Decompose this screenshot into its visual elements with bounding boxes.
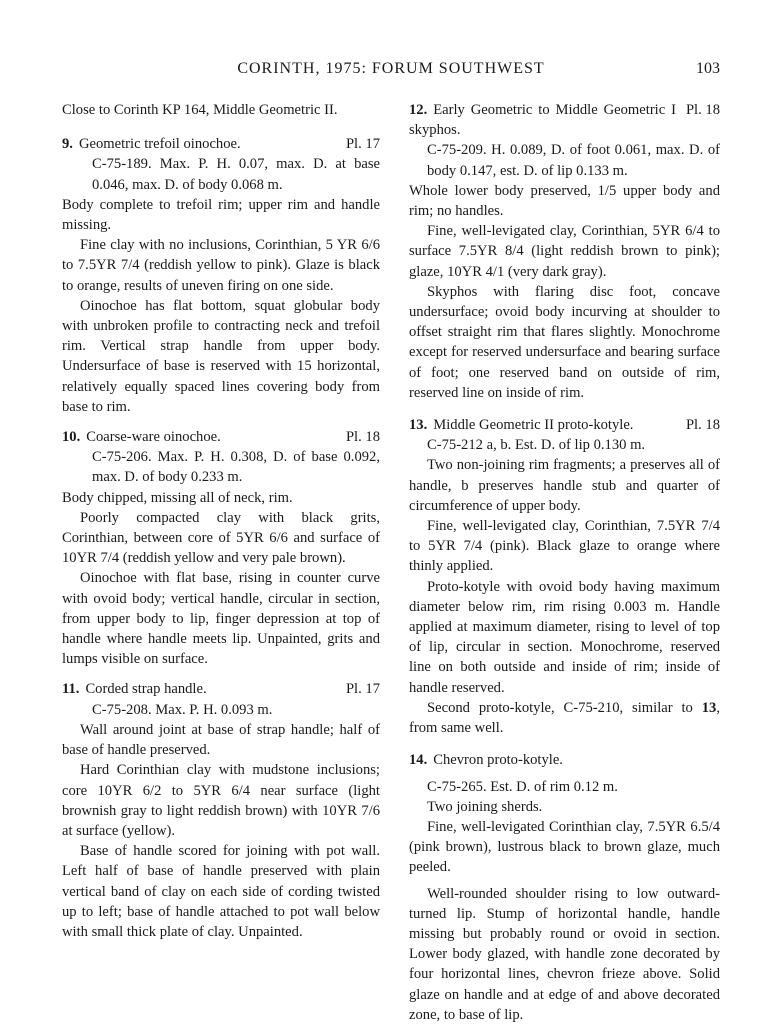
entry-paragraph: Wall around joint at base of strap handle; half of base of handle preserved. (62, 721, 380, 759)
intro-paragraph: Close to Corinth KP 164, Middle Geometric II. (62, 102, 338, 118)
catalogue-number: C-75-206. Max. P. H. 0.308, D. of base 0.092, max. D. of body 0.233 m. (92, 449, 380, 486)
entry-paragraph: Fine, well-levigated Corinthian clay, 7.5YR 6.5/4 (pink brown), lustrous black to brown glaze, much peeled. (409, 818, 720, 876)
plate-reference: Pl. 18 (345, 429, 380, 446)
entry-number: 11. (62, 681, 80, 698)
plate-reference: Pl. 17 (345, 136, 380, 153)
running-title: CORINTH, 1975: FORUM SOUTHWEST (237, 60, 545, 77)
plate-reference: Pl. 17 (345, 681, 380, 698)
entry-number: 9. (62, 136, 73, 153)
entry-title: Early Geometric to Middle Geometric I skyphos. (409, 102, 676, 139)
catalogue-number: C-75-209. H. 0.089, D. of foot 0.061, max. D. of body 0.147, est. D. of lip 0.133 m. (427, 142, 720, 179)
entry-number: 12. (409, 102, 428, 118)
entry-heading (409, 750, 720, 770)
catalogue-number: C-75-265. Est. D. of rim 0.12 m. (427, 778, 618, 795)
catalogue-entry-12 (409, 100, 720, 403)
right-column (409, 100, 720, 1025)
catalogue-entry-10 (62, 427, 380, 669)
entry-number: 13. (409, 417, 428, 434)
entry-paragraph: Body chipped, missing all of neck, rim. (62, 489, 293, 506)
entry-paragraph: Well-rounded shoulder rising to low outward-turned lip. Stump of horizontal handle, handle missing but probably round or ovoid in section. Lower body glazed, with handle zone decorated by four horizontal lines, chevron frieze above. Solid glaze on handle and at edge of and above decorated zone, to base of lip. (409, 885, 720, 1023)
entry-paragraph: Fine clay with no inclusions, Corinthian, 5 YR 6/6 to 7.5YR 7/4 (reddish yellow to pink). Glaze is black to orange, results of uneven firing on one side. (62, 237, 380, 294)
entry-title: Corded strap handle. (85, 681, 207, 698)
entry-paragraph: Two non-joining rim fragments; a preserves all of handle, b preserves handle stub and quarter of circumference of upper body. (409, 457, 720, 514)
cross-reference: 13 (701, 699, 717, 716)
entry-paragraph: Skyphos with flaring disc foot, concave undersurface; ovoid body incurving at shoulder to offset straight rim that flares slightly. Monochrome except for reserved undersurface and bearing surface of foot; one reserved band on outside of rim, reserved line on inside of rim. (409, 283, 720, 401)
entry-heading (62, 427, 380, 447)
entry-number: 14. (409, 752, 428, 769)
entry-paragraph: Base of handle scored for joining with pot wall. Left half of base of handle preserved with plain vertical band of clay on each side of cording twisted up to left; base of handle attached to pot wall below with small thick plate of clay. Unpainted. (62, 843, 380, 940)
entry-title: Geometric trefoil oinochoe. (78, 136, 241, 153)
entry-heading (409, 100, 720, 140)
catalogue-entry-11 (62, 679, 380, 942)
entry-number: 10. (62, 429, 81, 446)
entry-heading (62, 134, 380, 154)
entry-paragraph: Poorly compacted clay with black grits, Corinthian, between core of 5YR 6/6 and surface of 10YR 7/4 (reddish yellow and very pale brown). (62, 509, 380, 567)
entry-paragraph: Proto-kotyle with ovoid body having maximum diameter below rim, rim rising 0.003 m. Handle applied at maximum diameter, rising to level of top of lip, circular in section. Monochrome, reserved line on both outside and inside of rim; inside of handle reserved. (409, 578, 720, 696)
page-number: 103 (696, 60, 720, 77)
entry-paragraph: Second proto-kotyle, C-75-210, similar to 13, from same well. (409, 699, 720, 737)
page-header (62, 60, 720, 82)
entry-title: Middle Geometric II proto-kotyle. (433, 417, 634, 434)
catalogue-number: C-75-208. Max. P. H. 0.093 m. (92, 701, 273, 718)
entry-paragraph: Fine, well-levigated clay, Corinthian, 7.5YR 7/4 to 5YR 7/4 (pink). Black glaze to orange where thinly applied. (409, 518, 720, 575)
entry-paragraph: Oinochoe has flat bottom, squat globular body with unbroken profile to contracting neck and trefoil rim. Vertical strap handle from upper body. Undersurface of base is reserved with 15 horizontal, relatively equally spaced lines covering body from base to rim. (62, 297, 380, 415)
catalogue-entry-9 (62, 134, 380, 417)
entry-paragraph: Body complete to trefoil rim; upper rim and handle missing. (62, 196, 380, 234)
catalogue-number: C-75-212 a, b. Est. D. of lip 0.130 m. (427, 437, 646, 454)
entry-paragraph: Fine, well-levigated clay, Corinthian, 5YR 6/4 to surface 7.5YR 8/4 (light reddish brown to pink); glaze, 10YR 4/1 (very dark gray). (409, 223, 720, 280)
catalogue-number: C-75-189. Max. P. H. 0.07, max. D. at base 0.046, max. D. of body 0.068 m. (92, 156, 380, 193)
entry-paragraph: Whole lower body preserved, 1/5 upper body and rim; no handles. (409, 182, 720, 220)
entry-heading (409, 415, 720, 435)
entry-title: Coarse-ware oinochoe. (86, 429, 221, 446)
entry-paragraph: Two joining sherds. (427, 798, 543, 815)
plate-reference: Pl. 18 (685, 417, 720, 434)
plate-reference: Pl. 18 (685, 102, 720, 118)
left-column (62, 100, 380, 942)
catalogue-entry-13 (409, 415, 720, 738)
catalogue-entry-14 (409, 750, 720, 1025)
entry-paragraph: Hard Corinthian clay with mudstone inclusions; core 10YR 6/2 to 5YR 6/4 near surface (light brownish gray to light reddish brown) with 10YR 7/6 at surface (yellow). (62, 762, 380, 839)
entry-paragraph: Oinochoe with flat base, rising in counter curve with ovoid body; vertical handle, circular in section, from upper body to lip, finger depression at top of handle where handle meets lip. Unpainted, grits and lumps visible on surface. (62, 570, 380, 668)
entry-title: Chevron proto-kotyle. (433, 752, 563, 769)
entry-heading (62, 679, 380, 699)
